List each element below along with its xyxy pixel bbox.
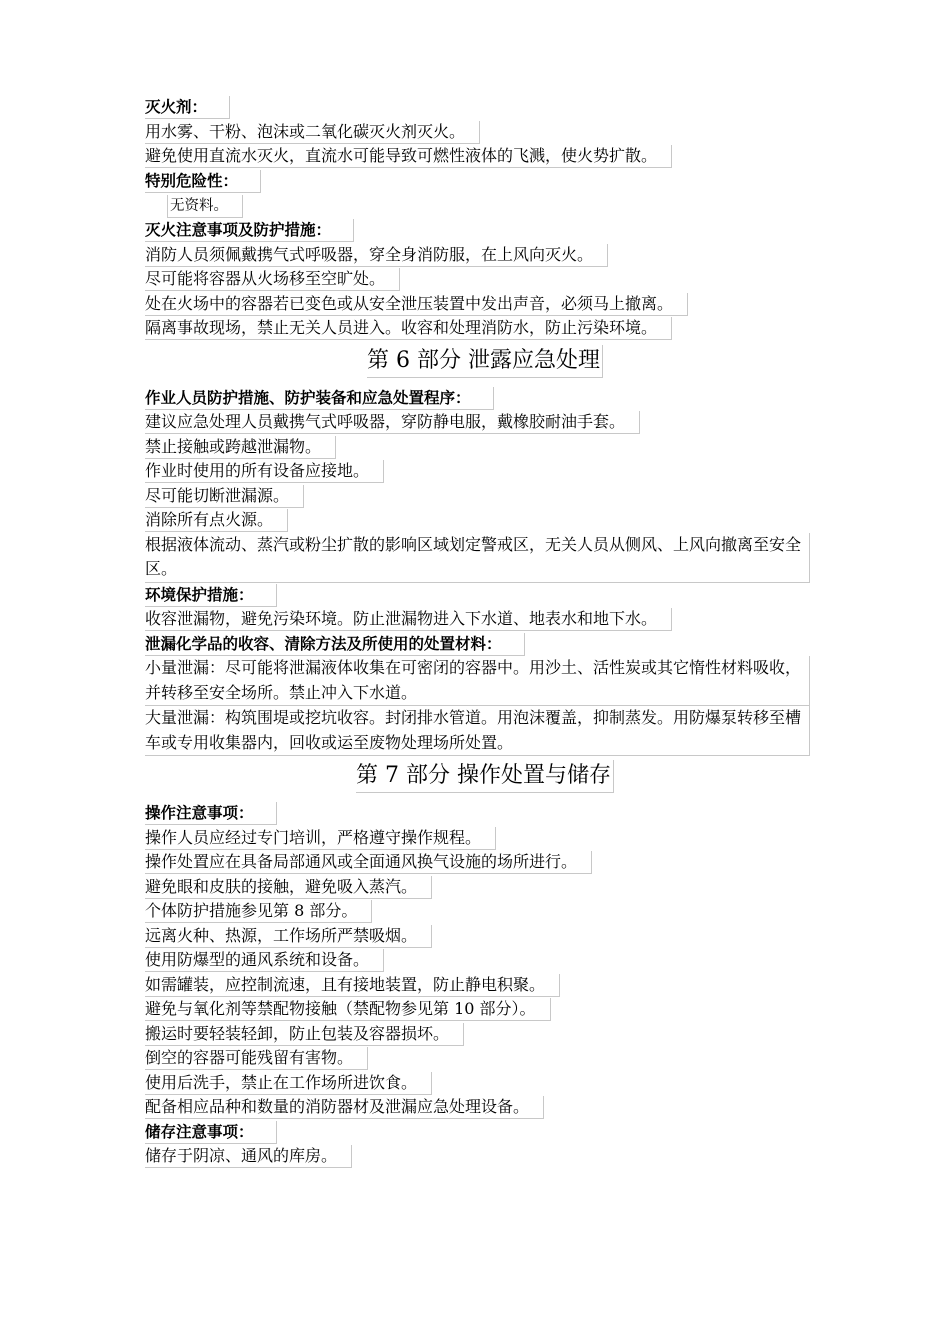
body-line-text: 消防人员须佩戴携气式呼吸器，穿全身消防服，在上风向灭火。 (145, 244, 608, 267)
field-heading (145, 632, 825, 657)
field-heading-label: 泄漏化学品的收容、清除方法及所使用的处置材料： (145, 633, 525, 656)
body-line-text: 建议应急处理人员戴携气式呼吸器，穿防静电服，戴橡胶耐油手套。 (145, 411, 640, 434)
body-paragraph-box (145, 656, 810, 706)
body-line-text: 操作人员应经过专门培训，严格遵守操作规程。 (145, 827, 496, 850)
body-line-text: 无资料。 (167, 195, 243, 218)
body-line-text: 禁止接触或跨越泄漏物。 (145, 436, 336, 459)
body-line-text: 避免使用直流水灭火，直流水可能导致可燃性液体的飞溅，使火势扩散。 (145, 145, 672, 168)
body-line (145, 973, 825, 998)
body-line (145, 1022, 825, 1047)
body-line-text: 尽可能将容器从火场移至空旷处。 (145, 268, 400, 291)
body-line-text: 避免与氧化剂等禁配物接触（禁配物参见第 10 部分）。 (145, 998, 551, 1021)
body-line (145, 826, 825, 851)
body-line (145, 316, 825, 341)
body-line (145, 144, 825, 169)
section-title (145, 345, 825, 378)
body-line (145, 193, 825, 218)
body-line-text: 储存于阴凉、通风的库房。 (145, 1145, 352, 1168)
body-line (145, 1095, 825, 1120)
body-line (145, 875, 825, 900)
body-paragraph (145, 706, 825, 756)
body-line (145, 1046, 825, 1071)
body-line-text: 消除所有点火源。 (145, 509, 288, 532)
field-heading (145, 218, 825, 243)
body-line-text: 处在火场中的容器若已变色或从安全泄压装置中发出声音，必须马上撤离。 (145, 293, 688, 316)
body-line (145, 924, 825, 949)
body-line (145, 243, 825, 268)
document-body (145, 95, 825, 1169)
body-line (145, 948, 825, 973)
body-paragraph-box (145, 706, 810, 756)
body-line-text: 作业时使用的所有设备应接地。 (145, 460, 384, 483)
field-heading (145, 386, 825, 411)
body-line-text: 使用防爆型的通风系统和设备。 (145, 949, 384, 972)
body-paragraph-box (145, 533, 810, 583)
body-line (145, 459, 825, 484)
section-title-text: 第 7 部分 操作处置与储存 (356, 760, 614, 793)
body-line (145, 1071, 825, 1096)
body-line (145, 997, 825, 1022)
body-paragraph-text: 大量泄漏：构筑围堤或挖坑收容。封闭排水管道。用泡沫覆盖，抑制蒸发。用防爆泵转移至槽车或专用收集器内，回收或运至废物处理场所处置。 (145, 708, 802, 752)
body-line (145, 292, 825, 317)
body-line (145, 435, 825, 460)
body-paragraph-text: 小量泄漏：尽可能将泄漏液体收集在可密闭的容器中。用沙土、活性炭或其它惰性材料吸收，并转移至安全场所。禁止冲入下水道。 (145, 658, 802, 702)
body-line-text: 尽可能切断泄漏源。 (145, 485, 304, 508)
field-heading (145, 801, 825, 826)
field-heading-label: 特别危险性： (145, 170, 261, 193)
section-title (145, 760, 825, 793)
body-line-text: 如需罐装，应控制流速，且有接地装置，防止静电积聚。 (145, 974, 560, 997)
body-line-text: 收容泄漏物，避免污染环境。防止泄漏物进入下水道、地表水和地下水。 (145, 608, 672, 631)
body-line (145, 850, 825, 875)
body-line (145, 267, 825, 292)
field-heading-label: 操作注意事项： (145, 802, 277, 825)
field-heading-label: 灭火剂： (145, 96, 230, 119)
field-heading-label: 灭火注意事项及防护措施： (145, 219, 354, 242)
body-line-text: 配备相应品种和数量的消防器材及泄漏应急处理设备。 (145, 1096, 544, 1119)
body-line (145, 607, 825, 632)
field-heading (145, 1120, 825, 1145)
field-heading (145, 95, 825, 120)
body-line-text: 使用后洗手，禁止在工作场所进饮食。 (145, 1072, 432, 1095)
field-heading-label: 储存注意事项： (145, 1121, 277, 1144)
body-paragraph-text: 根据液体流动、蒸汽或粉尘扩散的影响区域划定警戒区，无关人员从侧风、上风向撤离至安全区。 (145, 534, 802, 578)
field-heading-label: 环境保护措施： (145, 584, 277, 607)
body-line (145, 508, 825, 533)
body-line-text: 倒空的容器可能残留有害物。 (145, 1047, 368, 1070)
body-paragraph (145, 656, 825, 706)
body-line-text: 个体防护措施参见第 8 部分。 (145, 900, 372, 923)
body-line (145, 1144, 825, 1169)
body-line (145, 899, 825, 924)
body-line-text: 远离火种、热源，工作场所严禁吸烟。 (145, 925, 432, 948)
body-line-text: 隔离事故现场，禁止无关人员进入。收容和处理消防水，防止污染环境。 (145, 317, 672, 340)
field-heading (145, 583, 825, 608)
body-line (145, 120, 825, 145)
body-paragraph (145, 533, 825, 583)
body-line (145, 410, 825, 435)
body-line-text: 搬运时要轻装轻卸，防止包装及容器损坏。 (145, 1023, 464, 1046)
section-title-text: 第 6 部分 泄露应急处理 (367, 345, 603, 378)
field-heading-label: 作业人员防护措施、防护装备和应急处置程序： (145, 387, 494, 410)
body-line-text: 操作处置应在具备局部通风或全面通风换气设施的场所进行。 (145, 851, 592, 874)
body-line-text: 避免眼和皮肤的接触，避免吸入蒸汽。 (145, 876, 432, 899)
body-line (145, 484, 825, 509)
body-line-text: 用水雾、干粉、泡沫或二氧化碳灭火剂灭火。 (145, 121, 480, 144)
field-heading (145, 169, 825, 194)
